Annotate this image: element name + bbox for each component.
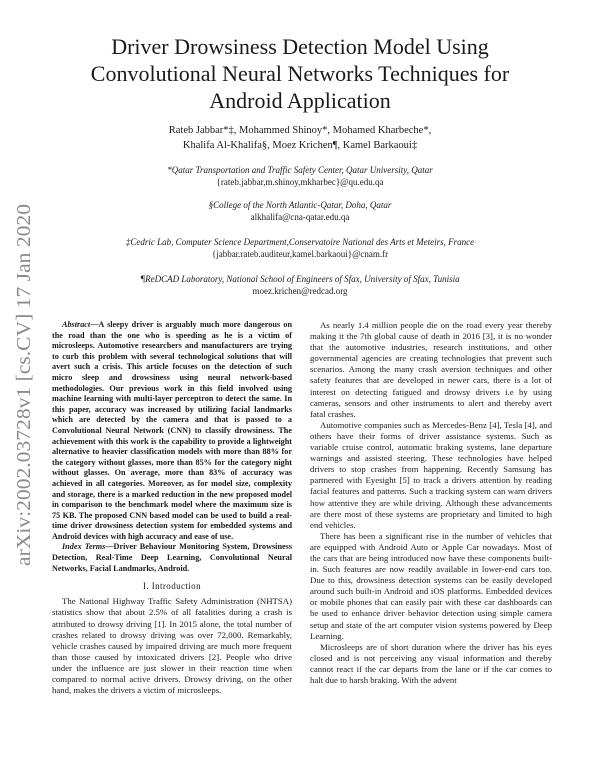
arxiv-stamp [4,200,40,570]
left-column [52,320,292,696]
affiliation-org: *Qatar Transportation and Traffic Safety Center, Qatar University, Qatar [167,165,433,175]
abstract-label: Abstract [62,320,91,329]
affiliation-org: §College of the North Atlantic-Qatar, Doha, Qatar [208,200,392,210]
paragraph: Microsleeps are of short duration where the driver has his eyes closed and is not perceiving any visual information and thereby cannot react if the car departs from the lane or if the car comes to halt due to harsh braking. With the advent [310,641,552,685]
title-line: Convolutional Neural Networks Techniques for [90,61,510,86]
index-terms [52,542,292,574]
affiliation-email: {rateb.jabbar,m.shinoy,mkharbec}@qu.edu.qa [216,177,384,187]
title-line: Android Application [209,88,391,113]
paragraph: As nearly 1.4 million people die on the road every year thereby making it the 7th global cause of death in 2016 [3], it is no wonder that the automotive industries, research institutions, and other governmental agencies are creating technologies that prevent such scenarios. Among the many crash aversion techniques and other safety features that are developed in newer cars, there is a lot of interest on detecting fatigued and drowsy drivers i.e by using cameras, sensors and other instruments to alert and thereby avert fatal crashes. [310,320,552,419]
affiliation-email: {jabbar.rateb.auditeur,kamel.barkaoui}@cnam.fr [211,249,389,259]
affiliation-qu [80,164,520,188]
affiliation-email: alkhalifa@cna-qatar.edu.qa [250,212,350,222]
index-terms-label: Index Terms [62,542,106,552]
paragraph: There has been a significant rise in the number of vehicles that are equipped with Android Auto or Apple Car nowadays. Most of the cars that are being introduced now have these components built-in. Such features are now readily available in lower-end cars too. Due to this, drowsiness detection systems can be easily developed around such built-in Android and iOS platforms. Embedded devices or mobile phones that can easily pair with these car dashboards can be used to enhance driver behavior detection using simple camera setup and state of the art computer vision systems powered by Deep Learning. [310,530,552,641]
affiliation-email: moez.krichen@redcad.org [252,286,348,296]
affiliation-org: ¶ReDCAD Laboratory, National School of Engineers of Sfax, University of Sfax, Tunisia [140,274,460,284]
arxiv-stamp-text: arXiv:2002.03728v1 [cs.CV] 17 Jan 2020 [14,238,35,566]
affiliation-org: ‡Cedric Lab, Computer Science Department,Conservatoire National des Arts et Meteirs, France [125,237,475,247]
abstract [52,320,292,542]
right-column [310,320,552,686]
paper-title [60,33,540,114]
title-line: Driver Drowsiness Detection Model Using [111,34,489,59]
section-heading-introduction: I. Introduction [143,581,201,592]
index-terms-text: —Driver Behaviour Monitoring System, Drowsiness Detection, Real-Time Deep Learning, Convolutional Neural Networks, Facial Landmarks, Android. [52,542,293,573]
author-line: Khalifa Al-Khalifa§, Moez Krichen¶, Kamel Barkaoui‡ [182,139,418,151]
paragraph: The National Highway Traffic Safety Administration (NHTSA) statistics show that about 2.5% of all fatalities during a crash is attributed to drowsy driving [1]. In 2015 alone, the total number of crashes related to drowsy driving was over 72,000. Remarkably, vehicle crashes caused by impaired driving are much more frequent than those caused by intoxicated drivers [2]. People who drive under the influence are just slower in their reaction time when compared to normal active drivers. Drowsy driving, on the other hand, makes the drivers a victim of microsleeps. [52,596,292,696]
paragraph: Automotive companies such as Mercedes-Benz [4], Tesla [4], and others have their forms of driver assistance systems. Such as variable cruise control, automatic braking systems, lane departure warnings and assisted steering. These technologies have helped drivers to stop crashes from happening. Recently Samsung has partnered with Eyesight [5] to track a drivers attention by reading facial features and patterns. Such a tracking system can warn drivers how attentive they are while driving. Although these advancements are there most of these systems are proprietary and limited to high end vehicles. [310,419,552,530]
affiliation-redcad [80,273,520,297]
author-list [80,124,520,153]
abstract-text: —A sleepy driver is arguably much more dangerous on the road than the one who is speeding as he is a victim of microsleeps. Automotive researchers and manufacturers are trying to curb this problem with several technological solutions that will avert such a crisis. This article focuses on the detection of such micro sleep and drowsiness using neural network-based methodologies. Our previous work in this field involved using machine learning with multi-layer perceptron to detect the same. In this paper, accuracy was increased by utilizing facial landmarks which are detected by the camera and that is passed to a Convolutional Neural Network (CNN) to classify drowsiness. The achievement with this work is the capability to provide a lightweight alternative to heavier classification models with more than 88% for the category without glasses, more than 85% for the category night without glasses. On average, more than 83% of accuracy was achieved in all categories. Moreover, as for model size, complexity and storage, there is a marked reduction in the new proposed model in comparison to the benchmark model where the maximum size is 75 KB. The proposed CNN based model can be used to build a real-time driver drowsiness detection system for embedded systems and Android devices with high accuracy and ease of use. [52,320,292,541]
affiliation-cna [80,199,520,223]
affiliation-cnam [60,236,540,260]
author-line: Rateb Jabbar*‡, Mohammed Shinoy*, Mohamed Kharbeche*, [168,125,432,136]
